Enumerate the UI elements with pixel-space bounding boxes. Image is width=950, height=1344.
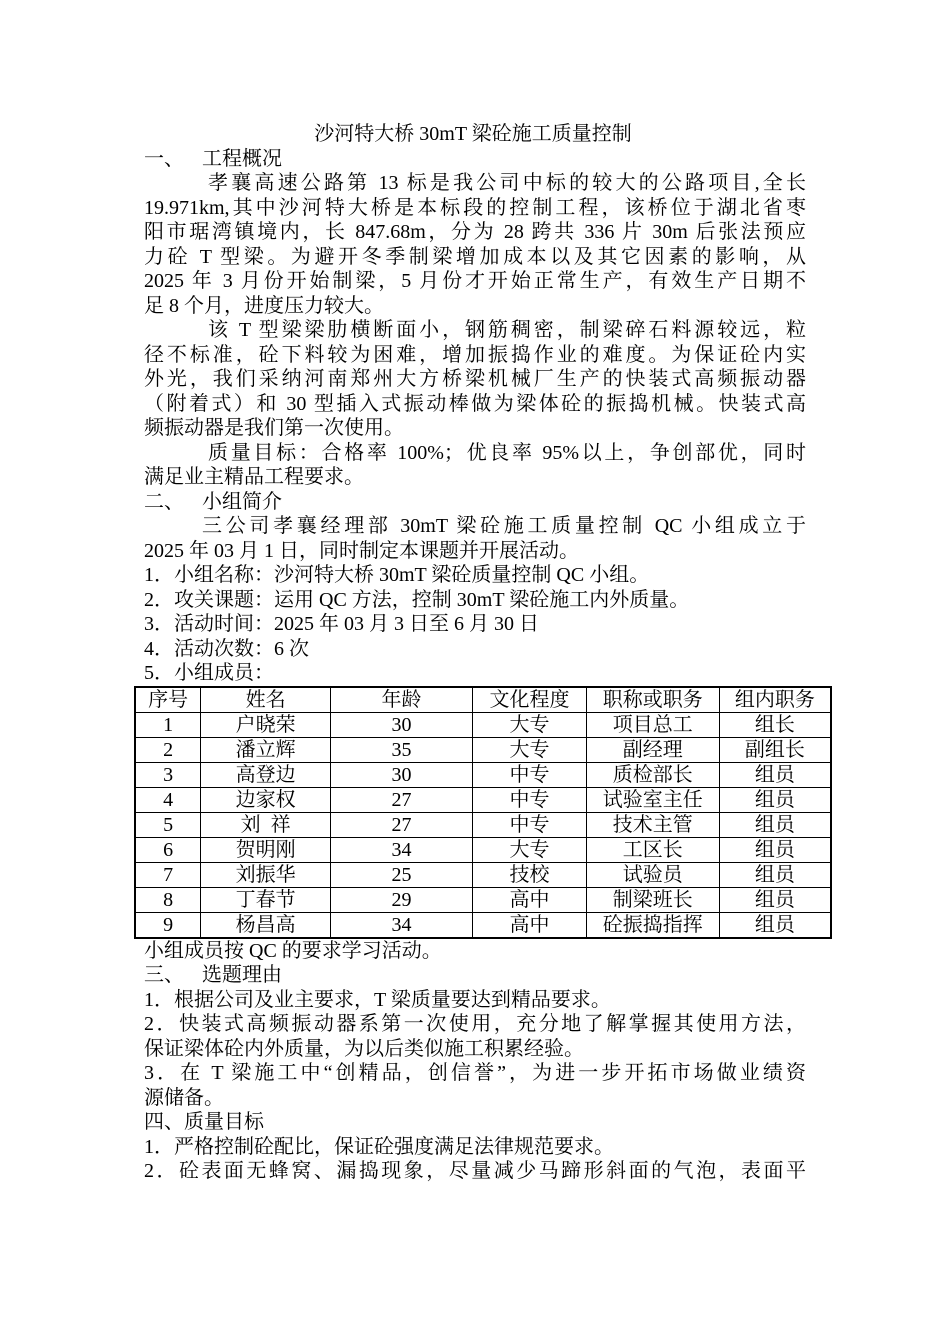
text-line: 满足业主精品工程要求。 [144,466,364,488]
text-line: 2025 年 3 月份开始制梁，5 月份才开始正常生产，有效生产日期不 [144,270,806,292]
table-cell: 29 [330,887,472,912]
table-cell: 25 [330,862,472,887]
table-cell: 大专 [473,837,587,862]
list-item: 4．活动次数：6 次 [144,637,309,660]
table-cell: 2 [135,737,201,762]
table-row [135,737,831,762]
table-cell: 中专 [473,762,587,787]
table-header: 组内职务 [719,687,831,713]
text-line: 阳市琚湾镇境内，长 847.68m，分为 28 跨共 336 片 30m 后张法预应 [144,221,806,243]
table-row [135,787,831,812]
list-item: 1．严格控制砼配比，保证砼强度满足法律规范要求。 [144,1135,614,1158]
table-cell: 副组长 [719,737,831,762]
team-info-list [144,563,806,686]
table-cell: 技校 [473,862,587,887]
table-header: 序号 [135,687,201,713]
list-item: 保证梁体砼内外质量，为以后类似施工积累经验。 [144,1037,584,1060]
document-title: 沙河特大桥 30mT 梁砼施工质量控制 [314,123,632,145]
list-item: 2．砼表面无蜂窝、漏捣现象，尽量减少马蹄形斜面的气泡，表面平 [144,1160,806,1182]
table-cell: 户晓荣 [201,712,331,737]
table-cell: 试验室主任 [586,787,719,812]
list-item: 2．攻关课题：运用 QC 方法，控制 30mT 梁砼施工内外质量。 [144,588,690,611]
table-cell: 3 [135,762,201,787]
table-cell: 组员 [719,837,831,862]
text-line: 力砼 T 型梁。为避开冬季制梁增加成本以及其它因素的影响，从 [144,245,806,268]
overview-paragraph-2 [144,318,806,441]
table-cell: 组长 [719,712,831,737]
section-heading-overview: 一、 工程概况 [144,147,282,170]
text-line: 径不标准，砼下料较为困难，增加振捣作业的难度。为保证砼内实 [144,343,806,366]
table-header: 职称或职务 [586,687,719,713]
section-heading-goals: 四、质量目标 [144,1111,264,1133]
list-item: 5．小组成员： [144,662,274,684]
table-row [135,912,831,938]
text-line: 三公司孝襄经理部 30mT 梁砼施工质量控制 QC 小组成立于 [202,515,806,537]
table-cell: 潘立辉 [201,737,331,762]
table-header: 姓名 [201,687,331,713]
table-cell: 工区长 [586,837,719,862]
table-cell: 组员 [719,887,831,912]
table-cell: 高中 [473,912,587,938]
overview-paragraph-1 [144,171,806,318]
text-line: 该 T 型梁梁肋横断面小，钢筋稠密，制梁碎石料源较远，粒 [208,319,806,341]
members-table [134,686,832,939]
goals-list [144,1135,806,1184]
table-cell: 高登边 [201,762,331,787]
table-cell: 27 [330,812,472,837]
text-line: （附着式）和 30 型插入式振动棒做为梁体砼的振捣机械。快装式高 [144,392,806,415]
list-item: 1．根据公司及业主要求，T 梁质量要达到精品要求。 [144,988,611,1011]
table-cell: 4 [135,787,201,812]
table-cell: 刘 祥 [201,812,331,837]
table-cell: 杨昌高 [201,912,331,938]
reasons-list [144,988,806,1111]
table-cell: 1 [135,712,201,737]
table-cell: 9 [135,912,201,938]
table-cell: 制梁班长 [586,887,719,912]
text-line: 2025 年 03 月 1 日，同时制定本课题并开展活动。 [144,539,579,562]
table-cell: 组员 [719,862,831,887]
list-item: 源储备。 [144,1086,224,1109]
table-cell: 8 [135,887,201,912]
quality-target-paragraph [144,441,806,490]
table-cell: 贺明刚 [201,837,331,862]
table-cell: 试验员 [586,862,719,887]
table-cell: 大专 [473,712,587,737]
section-heading-reasons: 三、 选题理由 [144,964,282,986]
text-line: 孝襄高速公路第 13 标是我公司中标的较大的公路项目,全长 [208,172,806,194]
table-row [135,862,831,887]
table-cell: 丁春节 [201,887,331,912]
section-heading-team: 二、 小组简介 [144,490,282,513]
table-cell: 刘振华 [201,862,331,887]
table-cell: 30 [330,762,472,787]
list-item: 3．在 T 梁施工中“创精品，创信誉”，为进一步开拓市场做业绩资 [144,1062,806,1084]
table-header: 年龄 [330,687,472,713]
table-row [135,812,831,837]
table-row [135,837,831,862]
table-cell: 质检部长 [586,762,719,787]
after-table-note: 小组成员按 QC 的要求学习活动。 [144,939,442,962]
text-line: 频振动器是我们第一次使用。 [144,417,404,439]
table-cell: 30 [330,712,472,737]
table-row [135,887,831,912]
table-cell: 34 [330,837,472,862]
document-body [144,122,815,1184]
table-cell: 6 [135,837,201,862]
text-line: 外光，我们采纳河南郑州大方桥梁机械厂生产的快装式高频振动器 [144,368,806,390]
list-item: 3．活动时间：2025 年 03 月 3 日至 6 月 30 日 [144,613,539,635]
list-item: 1．小组名称：沙河特大桥 30mT 梁砼质量控制 QC 小组。 [144,564,650,586]
text-line: 19.971km,其中沙河特大桥是本标段的控制工程，该桥位于湖北省枣 [144,196,806,219]
table-row [135,762,831,787]
list-item: 2．快装式高频振动器系第一次使用，充分地了解掌握其使用方法， [144,1013,806,1035]
table-header-row [135,687,831,713]
table-cell: 5 [135,812,201,837]
table-cell: 组员 [719,812,831,837]
table-cell: 中专 [473,787,587,812]
table-cell: 35 [330,737,472,762]
table-cell: 技术主管 [586,812,719,837]
table-cell: 中专 [473,812,587,837]
table-cell: 高中 [473,887,587,912]
table-cell: 34 [330,912,472,938]
table-header: 文化程度 [473,687,587,713]
table-row [135,712,831,737]
table-cell: 组员 [719,787,831,812]
text-line: 质量目标：合格率 100%；优良率 95%以上，争创部优，同时 [208,441,806,464]
text-line: 足 8 个月，进度压力较大。 [144,294,384,317]
team-intro-paragraph [144,514,806,563]
table-cell: 组员 [719,912,831,938]
table-cell: 7 [135,862,201,887]
table-cell: 大专 [473,737,587,762]
table-cell: 项目总工 [586,712,719,737]
table-cell: 边家权 [201,787,331,812]
table-cell: 砼振捣指挥 [586,912,719,938]
table-cell: 27 [330,787,472,812]
table-cell: 组员 [719,762,831,787]
table-cell: 副经理 [586,737,719,762]
